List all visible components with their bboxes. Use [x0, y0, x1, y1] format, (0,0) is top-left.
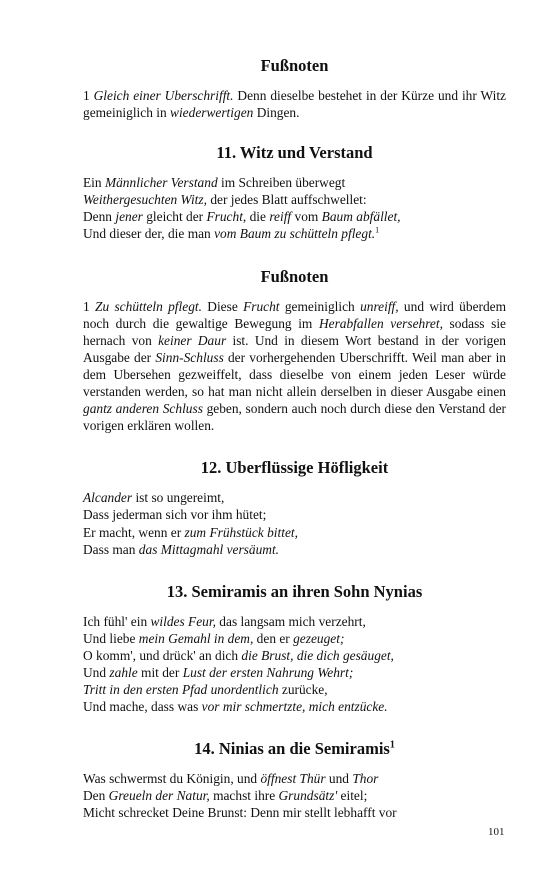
text-run: zurücke, [278, 682, 328, 698]
text-run: Dass jederman sich vor ihm hütet; [83, 507, 267, 523]
italic-run: Alcander [83, 490, 133, 506]
text-run: ist. Und in diesem Wort bestand in der vorigen Ausgabe der [83, 332, 506, 365]
italic-run: Gleich einer Uberschrifft. [93, 88, 234, 103]
text-run: den er [253, 630, 294, 646]
italic-run: keiner Daur [158, 332, 227, 348]
verse-line [83, 804, 506, 821]
verse-line [83, 787, 506, 804]
italic-run: Lust der ersten Nahrung Wehrt; [182, 664, 354, 680]
text-run: mit der [137, 664, 183, 680]
section-heading: 12. Uberflüssige Höfligkeit [200, 458, 389, 478]
italic-run: unreiff, [360, 298, 399, 314]
italic-run: vor mir schmertzte, mich entzücke. [201, 699, 388, 715]
poem-witz-und-verstand [83, 143, 506, 242]
italic-run: gezeuget; [293, 630, 345, 646]
italic-run: Männlicher Verstand [104, 175, 218, 191]
text-run: vom [291, 209, 322, 225]
footnote-paragraph [83, 298, 506, 435]
verse-line [83, 681, 506, 698]
italic-run: wildes Feur, [150, 613, 216, 629]
italic-run: Baum abfället, [321, 209, 401, 225]
page-body [83, 56, 506, 822]
text-run: Ein [83, 175, 105, 191]
text-run: gemeiniglich [279, 298, 361, 314]
verse-line [83, 770, 506, 787]
italic-run: Thor [352, 771, 379, 787]
italic-run: das Mittagmahl versäumt. [138, 541, 280, 557]
footnote-text [83, 87, 506, 121]
italic-run: Weithergesuchten Witz, [83, 192, 207, 208]
page-number: 101 [488, 826, 505, 838]
text-run: Dingen. [253, 105, 300, 121]
verse-line [83, 541, 506, 558]
poem-ninias [83, 739, 506, 821]
text-run: der jedes Blatt auffschwellet: [206, 192, 367, 208]
section-heading: 13. Semiramis an ihren Sohn Nynias [166, 581, 423, 601]
text-run: sodass sie hernach von [83, 315, 507, 348]
section-heading: Fußnoten [260, 56, 329, 75]
footnote-text [83, 298, 506, 435]
text-run: O komm', und drück' an dich [83, 647, 242, 663]
italic-run: Grundsätz' [278, 788, 338, 804]
italic-run: Tritt in den ersten Pfad unordentlich [83, 682, 279, 698]
poem-lines [83, 770, 506, 821]
poem-lines [83, 174, 506, 242]
italic-run: zum Frühstück bittet, [184, 524, 298, 540]
footnotes-section-1 [83, 56, 506, 121]
text-run: 1 [83, 298, 96, 314]
verse-line [83, 664, 506, 681]
italic-run: wiederwertigen [170, 105, 254, 121]
text-run: Dass man [83, 541, 139, 557]
verse-line [83, 191, 506, 208]
text-run: Und mache, dass was [83, 699, 202, 715]
text-run: Und liebe [83, 630, 139, 646]
text-run: Denn dieselbe bestehet in der Kürze und ihr Witz gemeiniglich in [83, 88, 507, 121]
text-run: machst ihre [209, 788, 279, 804]
text-run: das langsam mich verzehrt, [215, 613, 366, 629]
section-heading [83, 739, 506, 759]
verse-line [83, 208, 506, 225]
verse-line [83, 506, 506, 523]
italic-run: Herabfallen versehret, [318, 315, 443, 331]
verse-line [83, 524, 506, 541]
poem-semiramis [83, 582, 506, 716]
italic-run: öffnest Thür [260, 771, 326, 787]
text-run: und wird überdem noch durch die gewaltige Bewegung im [83, 298, 507, 331]
italic-run: gantz anderen Schluss [83, 401, 203, 417]
poem-lines [83, 613, 506, 716]
section-heading: 11. Witz und Verstand [216, 143, 373, 163]
italic-run: Zu schütteln pflegt. [95, 298, 202, 314]
verse-line [83, 174, 506, 191]
italic-run: jener [115, 209, 143, 225]
italic-run: Sinn-Schluss [155, 349, 224, 365]
text-run: gleicht der [142, 209, 207, 225]
verse-line [83, 613, 506, 630]
poem-lines [83, 489, 506, 557]
text-run: Micht schrecket Deine Brunst: Denn mir stellt lebhafft vor [83, 805, 397, 821]
text-run: Und dieser der, die man [83, 226, 215, 242]
verse-line [83, 225, 506, 242]
text-run: ist so ungereimt, [132, 490, 225, 506]
verse-line [83, 698, 506, 715]
italic-run: reiff [269, 209, 292, 225]
italic-run: Frucht, [206, 209, 247, 225]
poem-uberfluessige-hoeflichkeit [83, 458, 506, 557]
text-run: der vorhergehenden Uberschrifft. Weil man aber in dem Ubersehen gezweiffelt, dass dieselbe von einem jeden Leser würde verstanden werden, so hat man nicht allein derselben in dieser Ausgabe einen [83, 349, 506, 400]
verse-line [83, 630, 506, 647]
text-run: Und [83, 664, 110, 680]
footnote-paragraph [83, 87, 506, 121]
text-run: Was schwermst du Königin, und [83, 771, 261, 787]
italic-run: die Brust, die dich gesäuget, [241, 647, 394, 663]
verse-line [83, 489, 506, 506]
text-run: im Schreiben überwegt [217, 175, 346, 191]
text-run: und [325, 771, 353, 787]
footnotes-section-2 [83, 267, 506, 435]
text-run: Er macht, wenn er [83, 524, 185, 540]
text-run: Den [83, 788, 109, 804]
text-run: Ich fühl' ein [83, 613, 151, 629]
text-run: Denn [83, 209, 116, 225]
text-run: Diese [201, 298, 244, 314]
italic-run: mein Gemahl in dem, [138, 630, 254, 646]
text-run: die [246, 209, 270, 225]
italic-run: vom Baum zu schütteln pflegt. [214, 226, 376, 242]
italic-run: Greueln der Natur, [108, 788, 210, 804]
footnote-marker: 1 [375, 226, 380, 235]
text-run: eitel; [337, 788, 368, 804]
section-heading: Fußnoten [260, 266, 329, 286]
footnote-marker: 1 [389, 739, 395, 751]
text-run: 1 [83, 88, 94, 103]
text-run: geben, sondern auch noch durch diese den Verstand der vorigen erklären wollen. [83, 401, 506, 434]
verse-line [83, 647, 506, 664]
heading-text: 14. Ninias an die Semiramis [194, 739, 390, 759]
italic-run: Frucht [243, 298, 280, 314]
italic-run: zahle [109, 664, 138, 680]
